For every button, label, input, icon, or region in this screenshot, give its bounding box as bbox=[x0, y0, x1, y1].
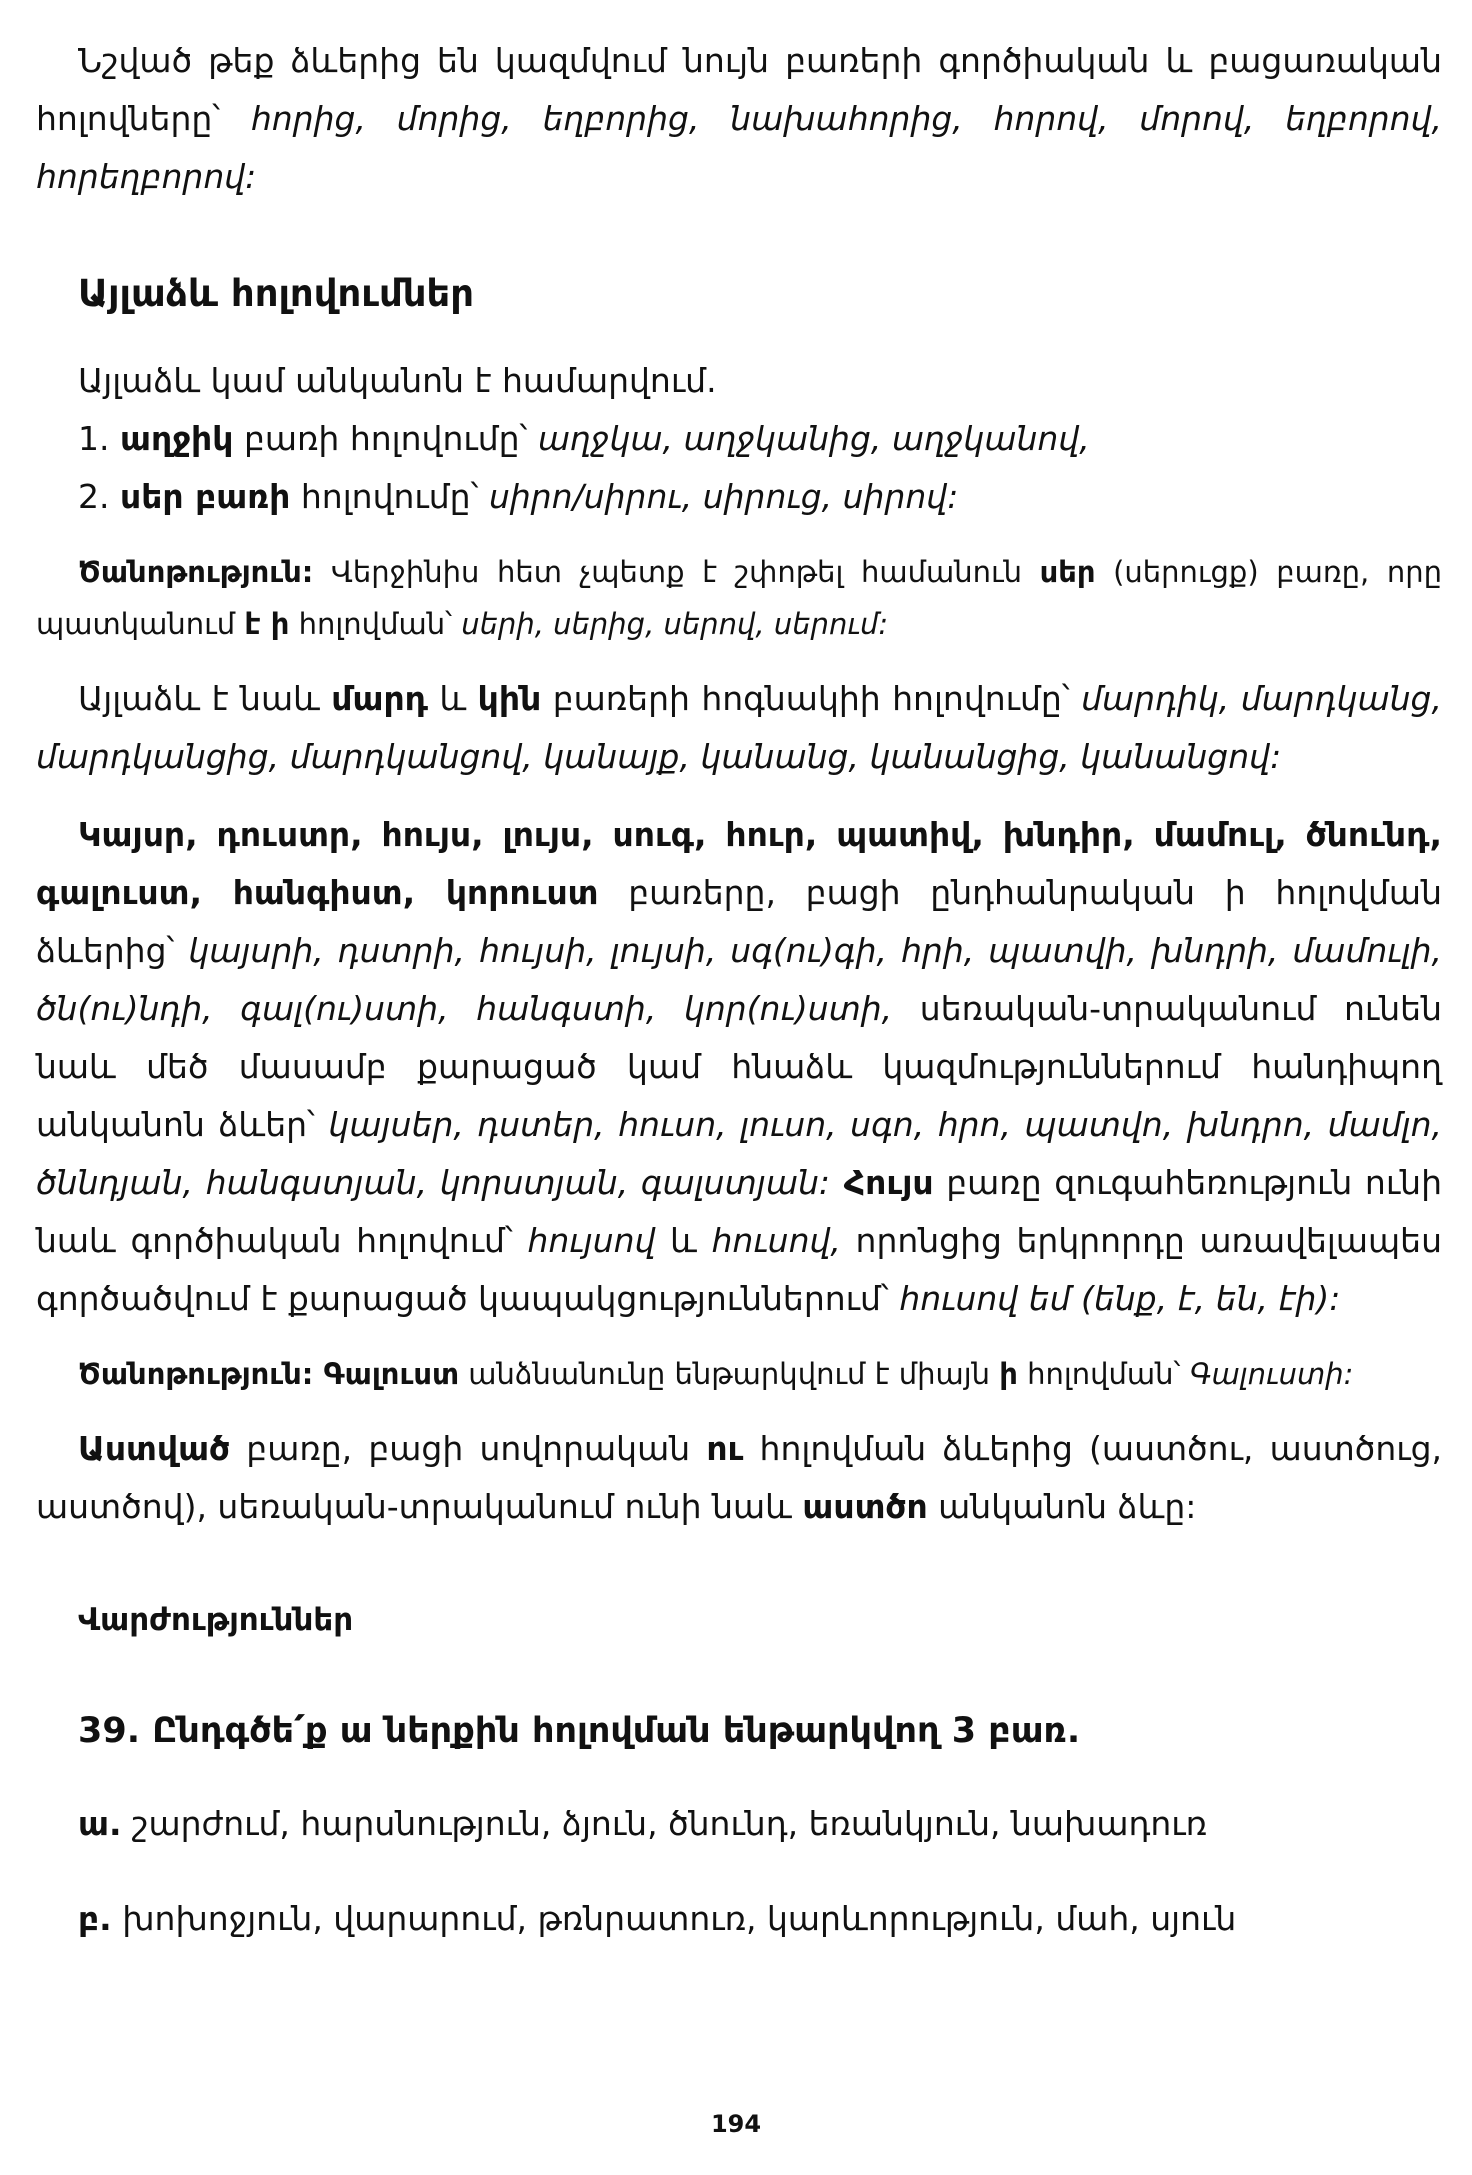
item-word-2: բառի bbox=[183, 477, 291, 516]
para-text: սեռական-տրականում ունեն նաև մեծ մասամբ քարացած կամ հնաձև կազմություններում հանդիպող անկանոն ձևեր՝ bbox=[36, 989, 1443, 1144]
option-text: շարժում, հարսնություն, ձյուն, ծնունդ, եռանկյուն, նախադուռ bbox=[121, 1804, 1208, 1843]
para-text: հոլովման ձևերից (աստծու, աստծուց, աստծով), սեռական-տրականում ունի նաև bbox=[36, 1429, 1442, 1526]
para-text: բառերը, բացի ընդհանրական ի հոլովման ձևերից՝ bbox=[36, 873, 1442, 970]
irregular-list bbox=[36, 352, 1442, 526]
option-label: ա. bbox=[78, 1804, 122, 1843]
note-word: Գալուստ bbox=[313, 1357, 460, 1391]
note-text: անձնանունը ենթարկվում է bbox=[459, 1357, 899, 1391]
note-label: Ծանոթություն: bbox=[78, 1357, 314, 1391]
page-number: 194 bbox=[710, 2110, 762, 2138]
note-label: Ծանոթություն: bbox=[78, 555, 314, 589]
item-examples: սիրո/սիրու, սիրուց, սիրով: bbox=[488, 477, 959, 516]
intro-text: Նշված թեք ձևերից են կազմվում նույն բառերի գործիական և բացառական հոլովները՝ bbox=[36, 41, 1442, 138]
note-text: (սերուցք) բառը, որը պատկանում bbox=[36, 555, 1442, 641]
section-heading: Այլաձև հոլովումներ bbox=[78, 272, 475, 315]
note-1 bbox=[36, 546, 1442, 650]
para-word: ու bbox=[706, 1429, 744, 1468]
item-word: սեր bbox=[119, 477, 184, 516]
para-word: աստծո bbox=[802, 1487, 928, 1526]
note-examples: սերի, սերից, սերով, սերում: bbox=[461, 607, 889, 641]
item-number: 1. bbox=[78, 419, 120, 458]
option-label: բ. bbox=[78, 1899, 112, 1938]
para-text: բառը զուգահեռություն ունի նաև գործիական հոլովում՝ bbox=[36, 1163, 1443, 1260]
option-text: խոխոջյուն, վարարում, թռնրատուռ, կարևորություն, մահ, սյուն bbox=[111, 1899, 1237, 1938]
item-text: հոլովումը՝ bbox=[290, 477, 489, 516]
item-text: բառի հոլովումը՝ bbox=[233, 419, 538, 458]
para-words: Կայսր, դուստր, հույս, լույս, սուգ, հուր, պատիվ, խնդիր, մամուլ, ծնունդ, գալուստ, հանգիստ, կորուստ bbox=[36, 815, 1442, 912]
task-39: 39. Ընդգծե՛ք ա ներքին հոլովման ենթարկվող 3 բառ. bbox=[78, 1711, 1081, 1751]
item-examples: աղջկա, աղջկանից, աղջկանով, bbox=[537, 419, 1090, 458]
note-text: է ի bbox=[244, 607, 290, 641]
para-word: մարդ bbox=[331, 679, 429, 718]
note-text: Վերջինիս հետ չպետք է շփոթել համանուն bbox=[313, 555, 1040, 589]
note-word: սեր bbox=[1039, 555, 1096, 589]
note-example: Գալուստի: bbox=[1189, 1357, 1354, 1391]
note-word: ի bbox=[999, 1357, 1018, 1391]
option-b bbox=[78, 1888, 1442, 1950]
para-text: որոնցից երկրորդը առավելապես գործածվում է քարացած կապակցություններում՝ bbox=[36, 1221, 1442, 1318]
para-examples: կայսեր, դստեր, հուսո, լուսո, սգո, հրո, պատվո, խնդրո, մամլո, ծննդյան, հանգստյան, կորստյան, գալստյան: bbox=[36, 1105, 1442, 1202]
paragraph-3 bbox=[36, 806, 1442, 1328]
intro-paragraph bbox=[36, 32, 1442, 206]
para-word: Աստված bbox=[78, 1429, 231, 1468]
exercises-heading: Վարժություններ bbox=[78, 1602, 354, 1638]
paragraph-2 bbox=[36, 670, 1442, 786]
para-examples: մարդիկ, մարդկանց, մարդկանցից, մարդկանցով, կանայք, կանանց, կանանցից, կանանցով: bbox=[36, 679, 1442, 776]
para-examples: կայսրի, դստրի, հույսի, լույսի, սգ(ու)գի, հրի, պատվի, խնդրի, մամուլի, ծն(ու)նդի, գալ(ու)ստի, հանգստի, կոր(ու)ստի, bbox=[36, 931, 1442, 1028]
list-item-1 bbox=[78, 410, 1442, 468]
para-text: բառերի հոգնակիի հոլովումը՝ bbox=[541, 679, 1082, 718]
list-item-2 bbox=[78, 468, 1442, 526]
para-example: հույսով bbox=[527, 1221, 656, 1260]
note-2 bbox=[36, 1348, 1442, 1400]
para-text: անկանոն ձևը: bbox=[927, 1487, 1197, 1526]
para-text: և bbox=[655, 1221, 712, 1260]
note-text: միայն bbox=[898, 1357, 1000, 1391]
note-text: հոլովման՝ bbox=[289, 607, 462, 641]
para-word: Հույս bbox=[830, 1163, 934, 1202]
note-text: հոլովման՝ bbox=[1017, 1357, 1190, 1391]
para-text: բառը, բացի սովորական bbox=[230, 1429, 707, 1468]
para-text: Այլաձև է նաև bbox=[78, 679, 332, 718]
list-intro: Այլաձև կամ անկանոն է համարվում. bbox=[78, 361, 717, 400]
item-number: 2. bbox=[78, 477, 120, 516]
intro-examples: հորից, մորից, եղբորից, նախահորից, հորով, մորով, եղբորով, հորեղբորով: bbox=[36, 99, 1442, 196]
para-word: կին bbox=[477, 679, 542, 718]
para-example: հուսով, bbox=[711, 1221, 841, 1260]
paragraph-4 bbox=[36, 1420, 1442, 1536]
para-example: հուսով եմ (ենք, է, են, էի): bbox=[899, 1279, 1341, 1318]
item-word: աղջիկ bbox=[119, 419, 234, 458]
option-a bbox=[78, 1793, 1442, 1855]
para-text: և bbox=[428, 679, 478, 718]
